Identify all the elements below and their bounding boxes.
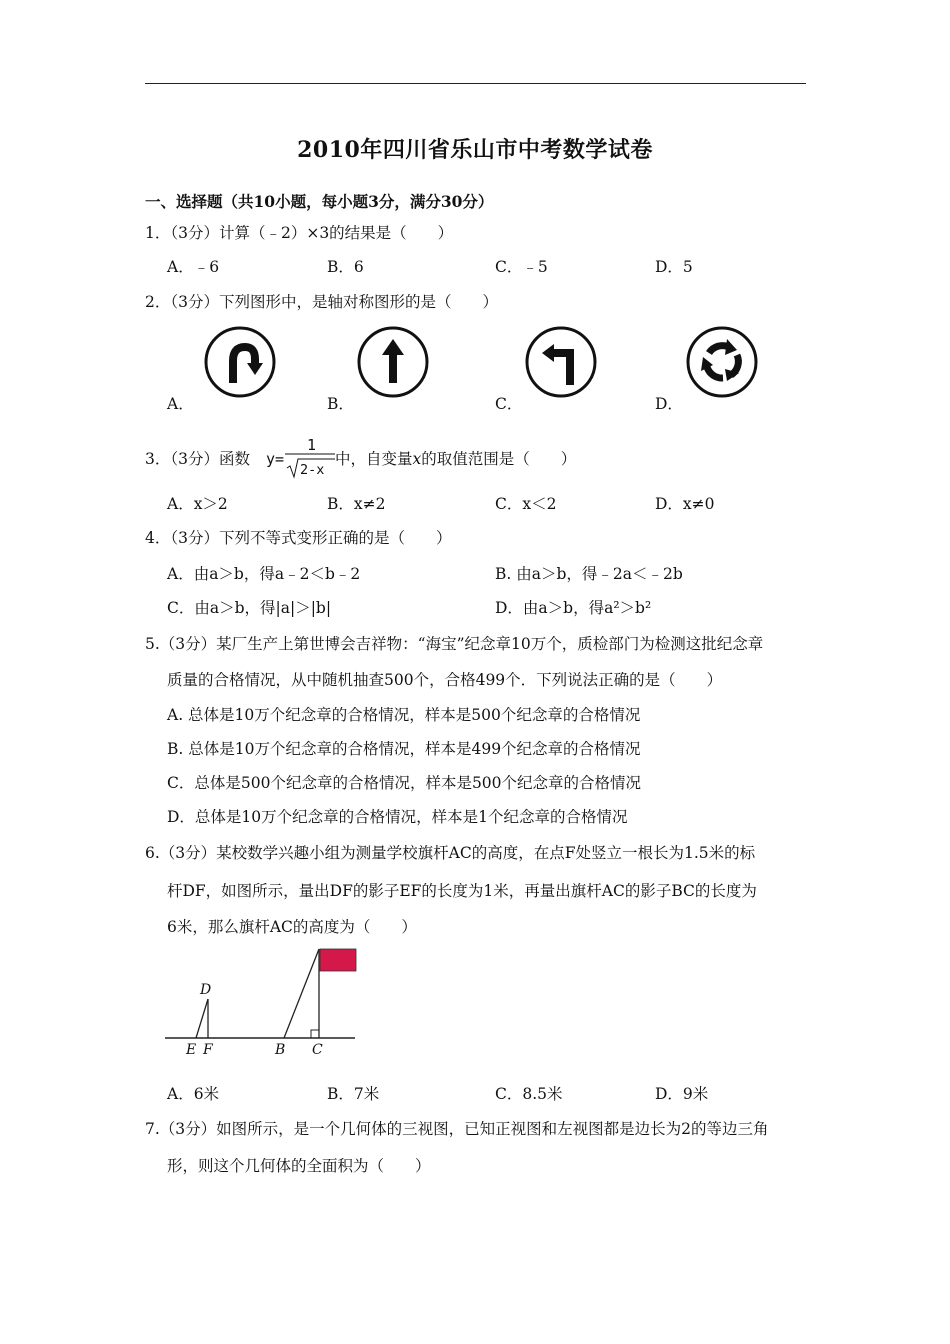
function-lhs: y= [266, 450, 285, 468]
q3-option-d: D．x≠0 [655, 495, 715, 513]
q6-option-d: D．9米 [655, 1085, 709, 1103]
q2-option-d: D． [655, 395, 683, 413]
q6-option-b: B．7米 [327, 1085, 380, 1103]
label-b: B [275, 1042, 286, 1058]
q5-option-c: C．总体是500个纪念章的合格情况，样本是500个纪念章的合格情况 [167, 774, 642, 792]
fraction-numerator: 1 [307, 436, 317, 454]
question-6-line-3: 6米，那么旗杆AC的高度为（ ） [167, 918, 417, 936]
label-f: F [203, 1042, 213, 1058]
q2-option-c: C． [495, 395, 523, 413]
q1-option-d: D．5 [655, 258, 693, 276]
q4-option-b: B. 由a＞b，得﹣2a＜﹣2b [495, 565, 683, 583]
q1-option-b: B．6 [327, 258, 364, 276]
q4-option-a: A．由a＞b，得a﹣2＜b﹣2 [167, 565, 361, 583]
question-6-line-1: 6.（3分）某校数学兴趣小组为测量学校旗杆AC的高度，在点F处竖立一根长为1.5米的标 [145, 844, 756, 862]
q5-option-d: D．总体是10万个纪念章的合格情况，样本是1个纪念章的合格情况 [167, 808, 628, 826]
question-6-line-2: 杆DF，如图所示，量出DF的影子EF的长度为1米，再量出旗杆AC的影子BC的长度为 [167, 882, 757, 900]
q1-option-c: C．﹣5 [495, 258, 548, 276]
header-rule [145, 83, 806, 84]
q4-option-c: C．由a＞b，得|a|＞|b| [167, 599, 332, 617]
q3-text-a: 中，自变量 [335, 450, 413, 468]
left-turn-sign-icon [524, 325, 598, 399]
q3-variable: x [412, 450, 422, 468]
q2-option-b: B． [327, 395, 354, 413]
question-7-line-1: 7.（3分）如图所示，是一个几何体的三视图，已知正视图和左视图都是边长为2的等边三角 [145, 1120, 769, 1138]
q3-option-a: A．x＞2 [167, 495, 228, 513]
q4-option-d: D．由a＞b，得a²＞b² [495, 599, 652, 617]
straight-arrow-sign-icon [356, 325, 430, 399]
section-heading: 一、选择题（共10小题，每小题3分，满分30分） [145, 192, 494, 211]
q6-option-a: A．6米 [167, 1085, 220, 1103]
question-3-prefix: 3．（3分）函数 [145, 450, 250, 468]
question-5-line-2: 质量的合格情况，从中随机抽查500个，合格499个．下列说法正确的是（ ） [167, 671, 723, 689]
label-d: D [200, 982, 212, 998]
u-turn-sign-icon [203, 325, 277, 399]
roundabout-sign-icon [685, 325, 759, 399]
fraction-denominator: 2-x [300, 462, 325, 478]
q3-option-b: B．x≠2 [327, 495, 386, 513]
q1-option-a: A．﹣6 [167, 258, 220, 276]
q3-option-c: C．x＜2 [495, 495, 557, 513]
q6-option-c: C．8.5米 [495, 1085, 563, 1103]
q5-option-a: A. 总体是10万个纪念章的合格情况，样本是500个纪念章的合格情况 [167, 706, 641, 724]
question-3-suffix [335, 449, 576, 469]
flag [320, 949, 356, 971]
question-2-stem: 2．（3分）下列图形中，是轴对称图形的是（ ） [145, 293, 498, 311]
question-5-line-1: 5.（3分）某厂生产上第世博会吉祥物：“海宝”纪念章10万个，质检部门为检测这批纪念章 [145, 635, 764, 653]
page-title: 2010年四川省乐山市中考数学试卷 [297, 137, 653, 163]
q2-option-a: A． [167, 395, 194, 413]
question-4-stem: 4．（3分）下列不等式变形正确的是（ ） [145, 529, 452, 547]
label-c: C [312, 1042, 323, 1058]
question-7-line-2: 形，则这个几何体的全面积为（ ） [167, 1157, 431, 1175]
label-e: E [186, 1042, 197, 1058]
q3-text-b: 的取值范围是（ ） [421, 450, 577, 468]
question-1-stem: 1．（3分）计算（﹣2）×3的结果是（ ） [145, 224, 454, 242]
q5-option-b: B. 总体是10万个纪念章的合格情况，样本是499个纪念章的合格情况 [167, 740, 641, 758]
